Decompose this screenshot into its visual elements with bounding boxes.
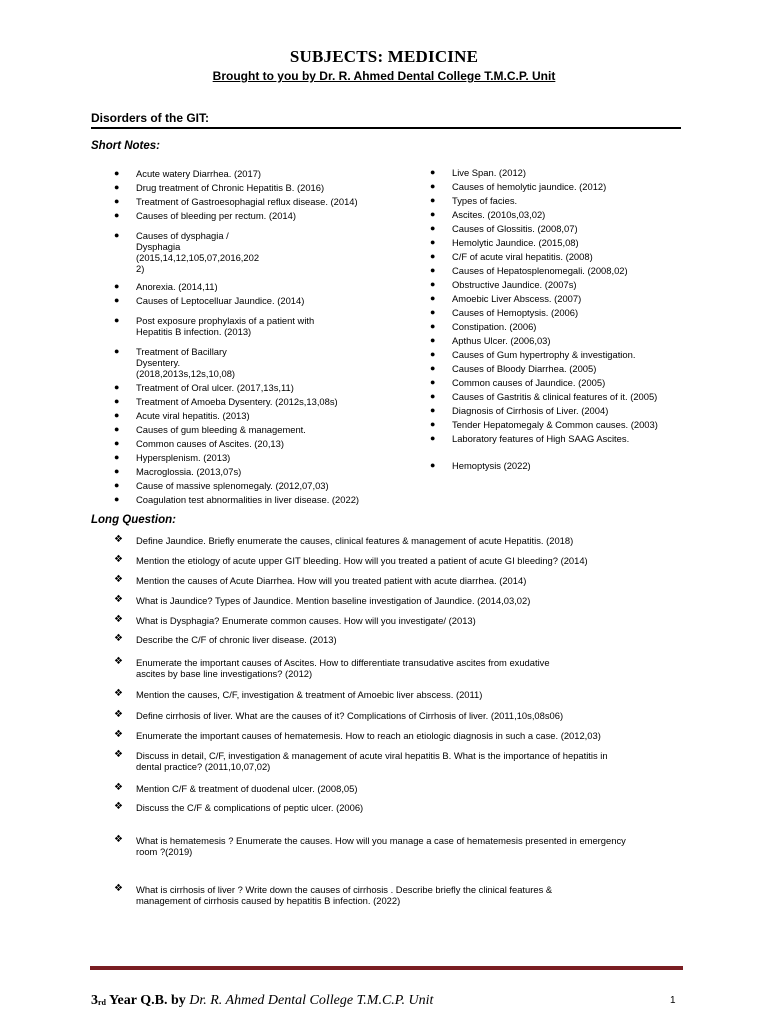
diamond-bullet-icon: ❖	[114, 782, 123, 793]
long-question-item	[114, 709, 564, 721]
long-question-item	[114, 729, 601, 741]
bullet-icon: ●	[430, 405, 436, 415]
page-number: 1	[670, 995, 676, 1006]
long-question-text: Enumerate the important causes of hematemesis. How to reach an etiologic diagnosis in such a case. (2012,03)	[136, 730, 601, 741]
diamond-bullet-icon: ❖	[114, 709, 123, 720]
bullet-icon: ●	[430, 251, 436, 261]
short-note-text: Treatment of Amoeba Dysentery. (2012s,13,08s)	[136, 396, 338, 407]
short-note-text: Apthus Ulcer. (2006,03)	[452, 335, 551, 346]
footer-italic-text: Dr. R. Ahmed Dental College T.M.C.P. Unit	[189, 993, 434, 1008]
short-note-text: Amoebic Liver Abscess. (2007)	[452, 293, 582, 304]
short-note-text: Common causes of Ascites. (20,13)	[136, 438, 284, 449]
short-note-text: Ascites. (2010s,03,02)	[452, 209, 546, 220]
short-note-item	[430, 419, 658, 430]
short-note-text: Dysphagia	[136, 241, 181, 252]
short-note-item	[430, 377, 606, 388]
long-question-item	[114, 883, 553, 906]
short-note-text: Hemoptysis (2022)	[452, 460, 531, 471]
short-note-text: Causes of bleeding per rectum. (2014)	[136, 210, 296, 221]
diamond-bullet-icon: ❖	[114, 688, 123, 699]
short-note-text: Causes of Bloody Diarrhea. (2005)	[452, 363, 597, 374]
bullet-icon: ●	[430, 223, 436, 233]
long-question-text: What is Dysphagia? Enumerate common causes. How will you investigate/ (2013)	[136, 615, 476, 626]
bullet-icon: ●	[430, 433, 436, 443]
short-note-text: Anorexia. (2014,11)	[136, 281, 218, 292]
short-note-item	[114, 210, 296, 221]
bullet-icon: ●	[114, 346, 120, 356]
footer-bold-text: Year Q.B. by	[106, 993, 190, 1008]
short-note-item	[114, 382, 294, 393]
long-question-text: dental practice? (2011,10,07,02)	[136, 761, 271, 772]
bullet-icon: ●	[114, 196, 120, 206]
short-note-text: Drug treatment of Chronic Hepatitis B. (2016)	[136, 182, 325, 193]
short-note-text: Treatment of Bacillary	[136, 346, 227, 357]
bullet-icon: ●	[430, 307, 436, 317]
short-note-item	[430, 209, 546, 220]
short-note-item	[114, 168, 262, 179]
long-question-item	[114, 782, 358, 794]
bullet-icon: ●	[114, 315, 120, 325]
bullet-icon: ●	[114, 424, 120, 434]
short-note-text: Hemolytic Jaundice. (2015,08)	[452, 237, 579, 248]
short-note-item	[114, 281, 218, 292]
short-note-item	[114, 182, 325, 193]
bullet-icon: ●	[430, 195, 436, 205]
short-note-text: 2)	[136, 263, 145, 274]
short-note-item	[430, 307, 579, 318]
short-note-item	[430, 321, 537, 332]
diamond-bullet-icon: ❖	[114, 554, 123, 565]
page-title: SUBJECTS: MEDICINE	[289, 47, 479, 66]
bullet-icon: ●	[430, 349, 436, 359]
short-note-item	[114, 480, 329, 491]
long-question-text: What is cirrhosis of liver ? Write down the causes of cirrhosis . Describe briefly the clinical features &	[136, 884, 553, 895]
short-note-item	[114, 196, 358, 207]
short-note-item	[430, 460, 531, 471]
footer-ordinal: 3	[91, 993, 98, 1008]
short-note-text: Coagulation test abnormalities in liver disease. (2022)	[136, 494, 360, 505]
bullet-icon: ●	[430, 293, 436, 303]
bullet-icon: ●	[114, 410, 120, 420]
short-note-item	[114, 315, 315, 337]
long-question-item	[114, 801, 364, 813]
bullet-icon: ●	[114, 230, 120, 240]
diamond-bullet-icon: ❖	[114, 534, 123, 545]
short-notes-heading: Short Notes:	[91, 140, 160, 152]
long-question-item	[114, 688, 483, 700]
diamond-bullet-icon: ❖	[114, 614, 123, 625]
short-note-text: Causes of Hepatosplenomegali. (2008,02)	[452, 265, 628, 276]
short-note-text: Diagnosis of Cirrhosis of Liver. (2004)	[452, 405, 609, 416]
long-question-heading: Long Question:	[91, 514, 176, 526]
bullet-icon: ●	[430, 335, 436, 345]
short-note-text: Post exposure prophylaxis of a patient with	[136, 315, 315, 326]
short-note-text: Dysentery.	[136, 357, 181, 368]
bullet-icon: ●	[114, 295, 120, 305]
long-question-item	[114, 574, 527, 586]
short-note-text: Causes of Gastritis & clinical features of it. (2005)	[452, 391, 658, 402]
short-note-item	[430, 195, 518, 206]
short-note-text: Acute viral hepatitis. (2013)	[136, 410, 250, 421]
short-note-item	[114, 396, 338, 407]
short-note-item	[114, 466, 242, 477]
short-note-item	[430, 391, 658, 402]
section-divider	[91, 127, 681, 129]
bullet-icon: ●	[114, 382, 120, 392]
long-question-item	[114, 614, 476, 626]
long-question-text: Define Jaundice. Briefly enumerate the causes, clinical features & management of acute Hepatitis. (2018)	[136, 535, 574, 546]
short-note-text: Causes of Glossitis. (2008,07)	[452, 223, 578, 234]
short-note-item	[430, 251, 593, 262]
long-question-text: What is hematemesis ? Enumerate the causes. How will you manage a case of hematemesis presented in emergency	[136, 835, 626, 846]
short-note-text: Laboratory features of High SAAG Ascites.	[452, 433, 630, 444]
short-note-text: Constipation. (2006)	[452, 321, 537, 332]
footer-text	[91, 993, 433, 1009]
bullet-icon: ●	[430, 181, 436, 191]
short-note-text: Causes of dysphagia /	[136, 230, 229, 241]
short-note-text: Live Span. (2012)	[452, 167, 527, 178]
long-question-item	[114, 749, 608, 772]
long-question-text: Enumerate the important causes of Ascites. How to differentiate transudative ascites from exudative	[136, 657, 550, 668]
short-note-text: Treatment of Oral ulcer. (2017,13s,11)	[136, 382, 294, 393]
bullet-icon: ●	[430, 279, 436, 289]
bullet-icon: ●	[430, 391, 436, 401]
bullet-icon: ●	[114, 452, 120, 462]
bullet-icon: ●	[114, 480, 120, 490]
bullet-icon: ●	[114, 396, 120, 406]
short-note-item	[430, 181, 607, 192]
diamond-bullet-icon: ❖	[114, 883, 123, 894]
bullet-icon: ●	[430, 167, 436, 177]
long-question-item	[114, 534, 574, 546]
short-note-text: Cause of massive splenomegaly. (2012,07,03)	[136, 480, 329, 491]
long-question-item	[114, 554, 588, 566]
long-question-text: Mention the causes, C/F, investigation & treatment of Amoebic liver abscess. (2011)	[136, 689, 483, 700]
diamond-bullet-icon: ❖	[114, 656, 123, 667]
short-note-item	[430, 237, 579, 248]
bullet-icon: ●	[114, 281, 120, 291]
short-note-item	[114, 494, 360, 505]
short-note-text: Obstructive Jaundice. (2007s)	[452, 279, 577, 290]
bullet-icon: ●	[114, 466, 120, 476]
bullet-icon: ●	[430, 321, 436, 331]
short-note-text: Hepatitis B infection. (2013)	[136, 326, 252, 337]
short-note-text: Tender Hepatomegaly & Common causes. (2003)	[452, 419, 658, 430]
diamond-bullet-icon: ❖	[114, 729, 123, 740]
diamond-bullet-icon: ❖	[114, 834, 123, 845]
bullet-icon: ●	[430, 209, 436, 219]
short-note-text: Causes of Gum hypertrophy & investigation.	[452, 349, 636, 360]
long-question-text: management of cirrhosis caused by hepatitis B infection. (2022)	[136, 895, 401, 906]
long-question-item	[114, 834, 626, 857]
bullet-icon: ●	[430, 460, 436, 470]
bullet-icon: ●	[114, 168, 120, 178]
short-note-item	[114, 410, 250, 421]
diamond-bullet-icon: ❖	[114, 749, 123, 760]
bullet-icon: ●	[430, 237, 436, 247]
bullet-icon: ●	[430, 265, 436, 275]
diamond-bullet-icon: ❖	[114, 594, 123, 605]
short-note-item	[430, 335, 551, 346]
footer-divider	[90, 966, 683, 970]
short-note-item	[114, 230, 260, 274]
diamond-bullet-icon: ❖	[114, 801, 123, 812]
long-question-item	[114, 633, 337, 645]
bullet-icon: ●	[114, 494, 120, 504]
short-note-text: Hypersplenism. (2013)	[136, 452, 231, 463]
short-note-text: Macroglossia. (2013,07s)	[136, 466, 242, 477]
bullet-icon: ●	[114, 438, 120, 448]
short-note-item	[114, 424, 306, 435]
long-question-text: room ?(2019)	[136, 846, 193, 857]
short-note-text: Causes of hemolytic jaundice. (2012)	[452, 181, 607, 192]
long-question-text: Discuss the C/F & complications of peptic ulcer. (2006)	[136, 802, 364, 813]
long-question-text: What is Jaundice? Types of Jaundice. Mention baseline investigation of Jaundice. (2014,03,02)	[136, 595, 531, 606]
short-note-item	[114, 438, 284, 449]
short-note-text: (2015,14,12,105,07,2016,202	[136, 252, 260, 263]
bullet-icon: ●	[430, 363, 436, 373]
short-note-item	[430, 167, 527, 178]
long-question-text: Mention the causes of Acute Diarrhea. How will you treated patient with acute diarrhea. (2014)	[136, 575, 527, 586]
short-note-text: Treatment of Gastroesophagial reflux disease. (2014)	[136, 196, 358, 207]
short-note-text: Causes of gum bleeding & management.	[136, 424, 306, 435]
short-note-item	[430, 293, 582, 304]
short-note-item	[430, 349, 636, 360]
bullet-icon: ●	[430, 377, 436, 387]
short-note-item	[430, 405, 609, 416]
long-question-text: ascites by base line investigations? (2012)	[136, 668, 313, 679]
long-question-item	[114, 594, 531, 606]
short-note-item	[430, 279, 577, 290]
long-question-item	[114, 656, 550, 679]
long-question-text: Mention the etiology of acute upper GIT bleeding. How will you treated a patient of acute GI bleeding? (2014)	[136, 555, 588, 566]
section-title: Disorders of the GIT:	[91, 111, 210, 125]
bullet-icon: ●	[430, 419, 436, 429]
short-note-item	[430, 363, 597, 374]
long-question-text: Define cirrhosis of liver. What are the causes of it? Complications of Cirrhosis of liver. (2011,10s,08s06)	[136, 710, 564, 721]
bullet-icon: ●	[114, 210, 120, 220]
short-note-text: Acute watery Diarrhea. (2017)	[136, 168, 262, 179]
short-note-item	[430, 223, 578, 234]
long-question-text: Describe the C/F of chronic liver disease. (2013)	[136, 634, 337, 645]
short-note-text: Types of facies.	[452, 195, 518, 206]
short-note-text: Causes of Leptocelluar Jaundice. (2014)	[136, 295, 305, 306]
short-note-text: Common causes of Jaundice. (2005)	[452, 377, 606, 388]
short-note-item	[430, 433, 630, 444]
long-question-text: Mention C/F & treatment of duodenal ulcer. (2008,05)	[136, 783, 358, 794]
short-note-item	[114, 295, 305, 306]
short-note-item	[114, 346, 236, 379]
short-note-item	[114, 452, 231, 463]
diamond-bullet-icon: ❖	[114, 633, 123, 644]
short-note-text: C/F of acute viral hepatitis. (2008)	[452, 251, 593, 262]
long-question-text: Discuss in detail, C/F, investigation & management of acute viral hepatitis B. What is the importance of hepatitis in	[136, 750, 608, 761]
diamond-bullet-icon: ❖	[114, 574, 123, 585]
page-subtitle: Brought to you by Dr. R. Ahmed Dental College T.M.C.P. Unit	[212, 69, 556, 83]
bullet-icon: ●	[114, 182, 120, 192]
short-note-text: Causes of Hemoptysis. (2006)	[452, 307, 579, 318]
footer-ordinal-suffix: rd	[98, 998, 106, 1007]
short-note-item	[430, 265, 628, 276]
short-note-text: (2018,2013s,12s,10,08)	[136, 368, 236, 379]
